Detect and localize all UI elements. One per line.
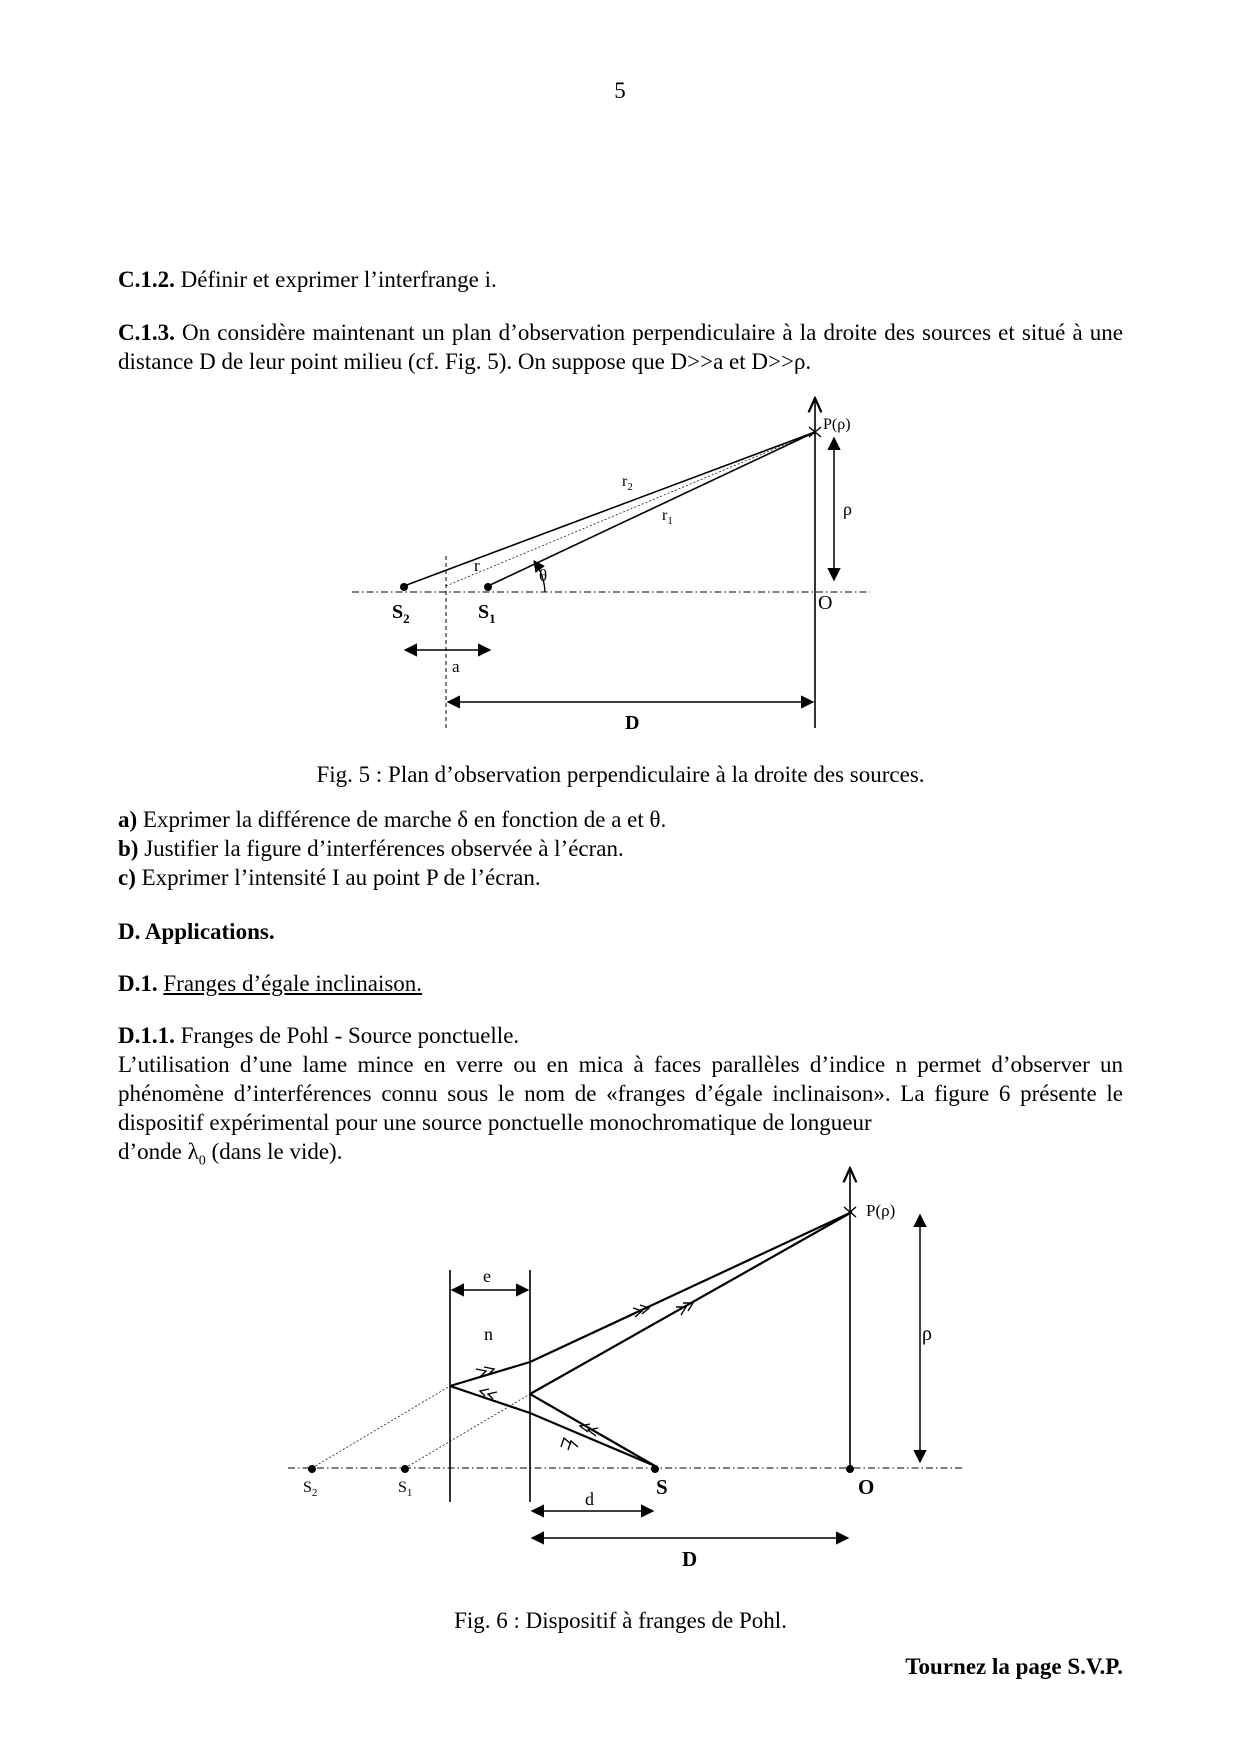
label-e: e [483, 1266, 491, 1286]
figure-5-diagram [340, 388, 880, 738]
label-theta: θ [539, 566, 548, 585]
label-s: S [656, 1475, 668, 1499]
section-heading-d: D. Applications. [118, 919, 275, 944]
label-d: D [682, 1547, 698, 1571]
label-r: r [474, 556, 480, 575]
section-number: D.1.1. [118, 1023, 175, 1048]
figure-6-caption: Fig. 6 : Dispositif à franges de Pohl. [454, 1608, 787, 1633]
section-d11-title [118, 1021, 1123, 1050]
figure-6-diagram [280, 1160, 970, 1580]
label-o: O [858, 1475, 875, 1499]
ray-refracted-in [450, 1386, 530, 1413]
ray-r1 [488, 432, 815, 586]
ray-incident-2 [530, 1394, 655, 1466]
question-number: C.1.2. [118, 267, 175, 292]
label-d: D [625, 712, 640, 734]
question-text: Justifier la figure d’interférences observée à l’écran. [138, 836, 624, 861]
label-s2: $S_2$ [303, 1479, 318, 1499]
question-b [118, 834, 1123, 863]
question-c [118, 863, 1123, 892]
ray-r [446, 432, 815, 586]
label-p: P(ρ) [866, 1201, 896, 1220]
footer-turn-page: Tournez la page S.V.P. [905, 1654, 1123, 1679]
ray-direction-chevrons [476, 1303, 693, 1450]
label-d-small: d [585, 1489, 594, 1509]
question-c12 [118, 265, 1123, 294]
section-d1 [118, 969, 422, 998]
questions-list [118, 805, 1123, 892]
label-rho: ρ [922, 1323, 932, 1345]
ray-r2 [404, 432, 815, 586]
source-s2-dot [400, 583, 408, 591]
source-s1-dot [484, 583, 492, 591]
section-d11-paragraph: L’utilisation d’une lame mince en verre ou en mica à faces parallèles d’indice n permet d’observer un phénomène d’interférences connu sous le nom de «franges d’égale inclinaison». La figure 6 présente le dispositif expérimental pour une source ponctuelle monochromatique de longueur [118, 1052, 1123, 1135]
label-r2: $r_2$ [622, 473, 633, 493]
figure-5-caption: Fig. 5 : Plan d’observation perpendiculaire à la droite des sources. [316, 762, 925, 787]
chevron-icon [488, 1392, 497, 1399]
image-s1-dot [401, 1465, 409, 1473]
label-s2: $S_2$ [392, 601, 410, 626]
chevron-icon [480, 1389, 489, 1396]
question-text: Exprimer l’intensité I au point P de l’écran. [135, 865, 541, 890]
label-a: a [452, 657, 460, 676]
question-c13 [118, 318, 1123, 376]
section-title: Franges de Pohl - Source ponctuelle. [174, 1023, 520, 1048]
lambda-subscript: 0 [198, 1153, 206, 1169]
section-d11 [118, 1021, 1123, 1176]
page-number: 5 [614, 78, 626, 103]
question-a [118, 805, 1123, 834]
ray-incident-1 [530, 1413, 655, 1466]
question-number: C.1.3. [118, 320, 175, 345]
virtual-ray-s2 [312, 1386, 450, 1468]
section-number: D.1. [118, 971, 158, 996]
point-o-dot [846, 1465, 854, 1473]
ray-emergent-1 [530, 1212, 852, 1362]
label-rho: ρ [843, 499, 852, 519]
question-text: Exprimer la différence de marche δ en fonction de a et θ. [137, 807, 667, 832]
lambda-symbol: λ [187, 1139, 199, 1164]
source-s-dot [651, 1465, 659, 1473]
label-s1: $S_1$ [478, 601, 496, 626]
label-s1: $S_1$ [398, 1479, 413, 1499]
section-title: Franges d’égale inclinaison. [163, 971, 423, 996]
question-text: On considère maintenant un plan d’observation perpendiculaire à la droite des sources et situé à une distance D de leur point milieu (cf. Fig. 5). On suppose que D>>a et D>>ρ. [118, 320, 1123, 374]
label-n: n [484, 1324, 493, 1344]
label-r1: $r_1$ [662, 507, 673, 527]
ray-refracted-out [450, 1362, 530, 1386]
text-span: d’onde [118, 1139, 188, 1164]
virtual-ray-s1 [405, 1394, 530, 1468]
question-label: a) [118, 807, 138, 832]
label-p: P(ρ) [823, 416, 851, 433]
question-label: c) [118, 865, 136, 890]
question-text: Définir et exprimer l’interfrange i. [174, 267, 497, 292]
image-s2-dot [308, 1465, 316, 1473]
question-label: b) [118, 836, 139, 861]
label-o: O [818, 592, 833, 614]
text-span: (dans le vide). [205, 1139, 343, 1164]
